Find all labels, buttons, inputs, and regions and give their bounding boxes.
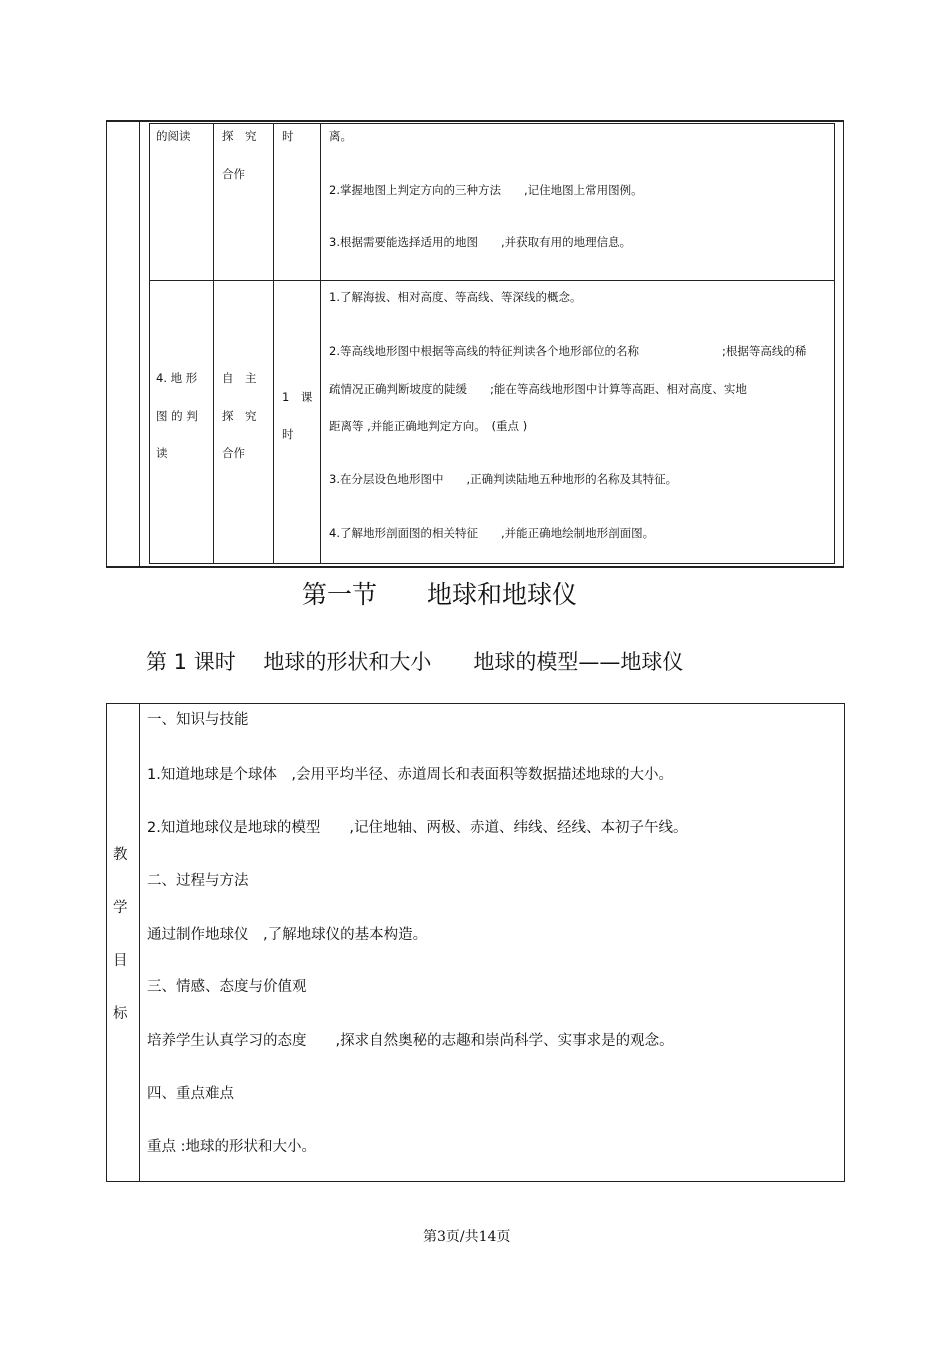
table-border: [106, 703, 107, 1182]
objective-line: 2.知道地球仪是地球的模型 ,记住地轴、两极、赤道、纬线、经线、本初子午线。: [147, 820, 688, 836]
lesson-title: 第 1 课时 地球的形状和大小 地球的模型——地球仪: [146, 650, 684, 674]
goal-line: 2.掌握地图上判定方向的三种方法 ,记住地图上常用图例。: [329, 183, 643, 197]
objective-heading: 二、过程与方法: [147, 873, 249, 889]
hours-cell: 1 课: [282, 390, 313, 404]
table-border: [843, 120, 844, 568]
side-label-char: 目: [113, 953, 128, 969]
table-border: [213, 123, 214, 564]
method-cell: 合作: [222, 446, 245, 460]
side-label-char: 教: [113, 847, 128, 863]
objective-line: 通过制作地球仪 ,了解地球仪的基本构造。: [147, 927, 428, 943]
objective-heading: 四、重点难点: [147, 1086, 234, 1102]
goal-line: 距离等 ,并能正确地判定方向。 (重点 ): [329, 419, 528, 433]
objective-line: 重点 :地球的形状和大小。: [147, 1139, 316, 1155]
table-border: [149, 563, 835, 564]
table-border: [320, 123, 321, 564]
objective-line: 培养学生认真学习的态度 ,探求自然奥秘的志趣和崇尚科学、实事求是的观念。: [147, 1033, 674, 1049]
goal-line: 1.了解海拔、相对高度、等高线、等深线的概念。: [329, 290, 582, 304]
table-border: [106, 1181, 845, 1182]
method-cell: 探 究: [222, 409, 257, 423]
table-border: [139, 703, 140, 1182]
goal-line: 4.了解地形剖面图的相关特征 ,并能正确地绘制地形剖面图。: [329, 526, 655, 540]
table-border: [149, 123, 835, 124]
hours-cell: 时: [282, 427, 294, 441]
table-border: [149, 123, 150, 564]
method-cell: 合作: [222, 167, 245, 181]
page-number: 第3页/共14页: [423, 1229, 511, 1245]
goal-line: 疏情况正确判断坡度的陡缓 ;能在等高线地形图中计算等高距、相对高度、实地: [329, 382, 747, 396]
side-label-char: 学: [113, 900, 128, 916]
table-border: [106, 120, 844, 122]
topic-cell: 图 的 判: [156, 409, 198, 423]
table-border: [149, 280, 835, 281]
topic-cell: 4. 地 形: [156, 371, 198, 385]
table-border: [834, 123, 835, 564]
goal-line: ;根据等高线的稀: [722, 344, 807, 358]
hours-cell: 时: [282, 129, 294, 143]
goal-line: 3.根据需要能选择适用的地图 ,并获取有用的地理信息。: [329, 235, 632, 249]
table-border: [844, 703, 845, 1182]
table-border: [106, 703, 845, 704]
method-cell: 探 究: [222, 129, 257, 143]
objective-heading: 三、情感、态度与价值观: [147, 979, 307, 995]
goal-line: 离。: [329, 129, 352, 143]
section-title: 第一节 地球和地球仪: [302, 580, 578, 609]
goal-line: 2.等高线地形图中根据等高线的特征判读各个地形部位的名称: [329, 344, 639, 358]
objective-heading: 一、知识与技能: [147, 712, 249, 728]
side-label-char: 标: [113, 1006, 128, 1022]
objective-line: 1.知道地球是个球体 ,会用平均半径、赤道周长和表面积等数据描述地球的大小。: [147, 767, 673, 783]
table-border: [106, 566, 844, 568]
table-border: [139, 120, 140, 568]
method-cell: 自 主: [222, 371, 257, 385]
topic-cell: 的阅读: [156, 129, 191, 143]
goal-line: 3.在分层设色地形图中 ,正确判读陆地五种地形的名称及其特征。: [329, 472, 678, 486]
topic-cell: 读: [156, 446, 168, 460]
table-border: [273, 123, 274, 564]
table-border: [106, 120, 107, 568]
